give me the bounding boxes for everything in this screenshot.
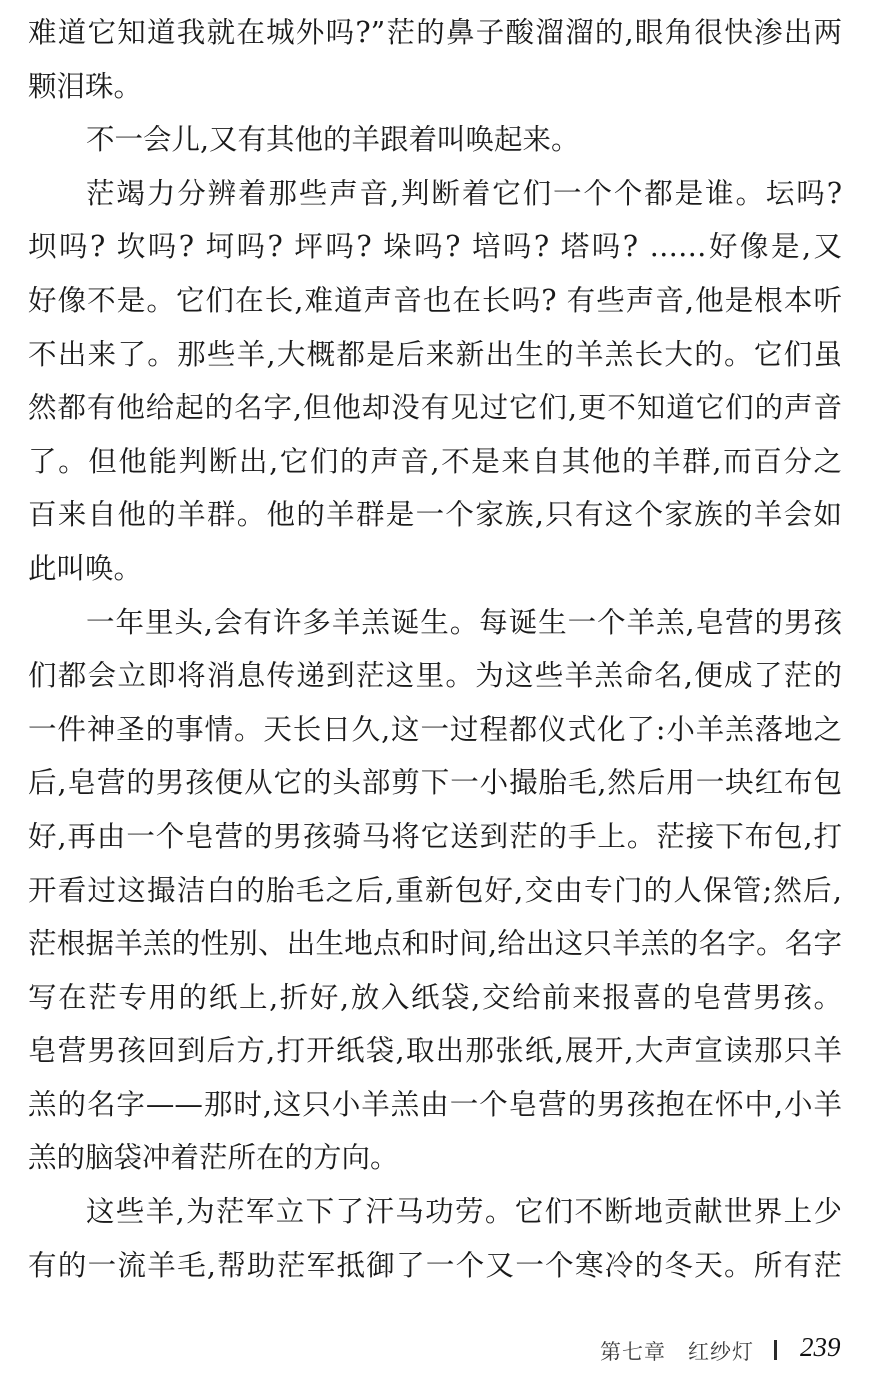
text-line: 百来自他的羊群。他的羊群是一个家族,只有这个家族的羊会如 bbox=[28, 498, 842, 532]
text-line: 不一会儿,又有其他的羊跟着叫唤起来。 bbox=[86, 123, 580, 157]
page-number: 239 bbox=[800, 1332, 841, 1362]
chapter-title: 红纱灯 bbox=[688, 1340, 754, 1364]
text-line: 颗泪珠。 bbox=[28, 69, 143, 103]
text-line: 此叫唤。 bbox=[28, 551, 143, 585]
page-body bbox=[28, 6, 842, 1292]
paragraph bbox=[28, 6, 842, 113]
text-line: 写在茫专用的纸上,折好,放入纸袋,交给前来报喜的皂营男孩。 bbox=[28, 980, 842, 1014]
text-line: 然都有他给起的名字,但他却没有见过它们,更不知道它们的声音 bbox=[28, 391, 842, 425]
paragraph bbox=[28, 167, 842, 596]
text-line: 不出来了。那些羊,大概都是后来新出生的羊羔长大的。它们虽 bbox=[28, 337, 842, 371]
footer-divider bbox=[774, 1340, 777, 1360]
text-line: 一年里头,会有许多羊羔诞生。每诞生一个羊羔,皂营的男孩 bbox=[86, 605, 842, 639]
text-line: 皂营男孩回到后方,打开纸袋,取出那张纸,展开,大声宣读那只羊 bbox=[28, 1034, 842, 1068]
paragraph bbox=[28, 596, 842, 1186]
text-line: 羔的名字——那时,这只小羊羔由一个皂营的男孩抱在怀中,小羊 bbox=[28, 1087, 842, 1121]
text-line: 好像不是。它们在长,难道声音也在长吗? 有些声音,他是根本听 bbox=[28, 283, 842, 317]
text-line: 茫根据羊羔的性别、出生地点和时间,给出这只羊羔的名字。名字 bbox=[28, 927, 842, 961]
text-line: 难道它知道我就在城外吗?”茫的鼻子酸溜溜的,眼角很快渗出两 bbox=[28, 16, 842, 49]
text-line: 好,再由一个皂营的男孩骑马将它送到茫的手上。茫接下布包,打 bbox=[28, 819, 842, 853]
text-line: 有的一流羊毛,帮助茫军抵御了一个又一个寒冷的冬天。所有茫 bbox=[28, 1248, 842, 1282]
text-line: 一件神圣的事情。天长日久,这一过程都仪式化了:小羊羔落地之 bbox=[28, 712, 842, 746]
paragraph bbox=[28, 113, 842, 167]
text-line: 后,皂营的男孩便从它的头部剪下一小撮胎毛,然后用一块红布包 bbox=[28, 766, 842, 800]
text-line: 茫竭力分辨着那些声音,判断着它们一个个都是谁。坛吗? bbox=[86, 176, 842, 210]
paragraph bbox=[28, 1185, 842, 1292]
text-line: 坝吗? 坎吗? 坷吗? 坪吗? 垛吗? 培吗? 塔吗? ……好像是,又 bbox=[28, 230, 842, 264]
page-footer bbox=[0, 1330, 872, 1370]
chapter-label: 第七章 bbox=[600, 1340, 666, 1364]
text-line: 开看过这撮洁白的胎毛之后,重新包好,交由专门的人保管;然后, bbox=[28, 873, 842, 907]
text-line: 这些羊,为茫军立下了汗马功劳。它们不断地贡献世界上少 bbox=[86, 1195, 842, 1229]
text-line: 羔的脑袋冲着茫所在的方向。 bbox=[28, 1141, 399, 1175]
text-line: 了。但他能判断出,它们的声音,不是来自其他的羊群,而百分之 bbox=[28, 444, 842, 478]
text-line: 们都会立即将消息传递到茫这里。为这些羊羔命名,便成了茫的 bbox=[28, 659, 842, 693]
